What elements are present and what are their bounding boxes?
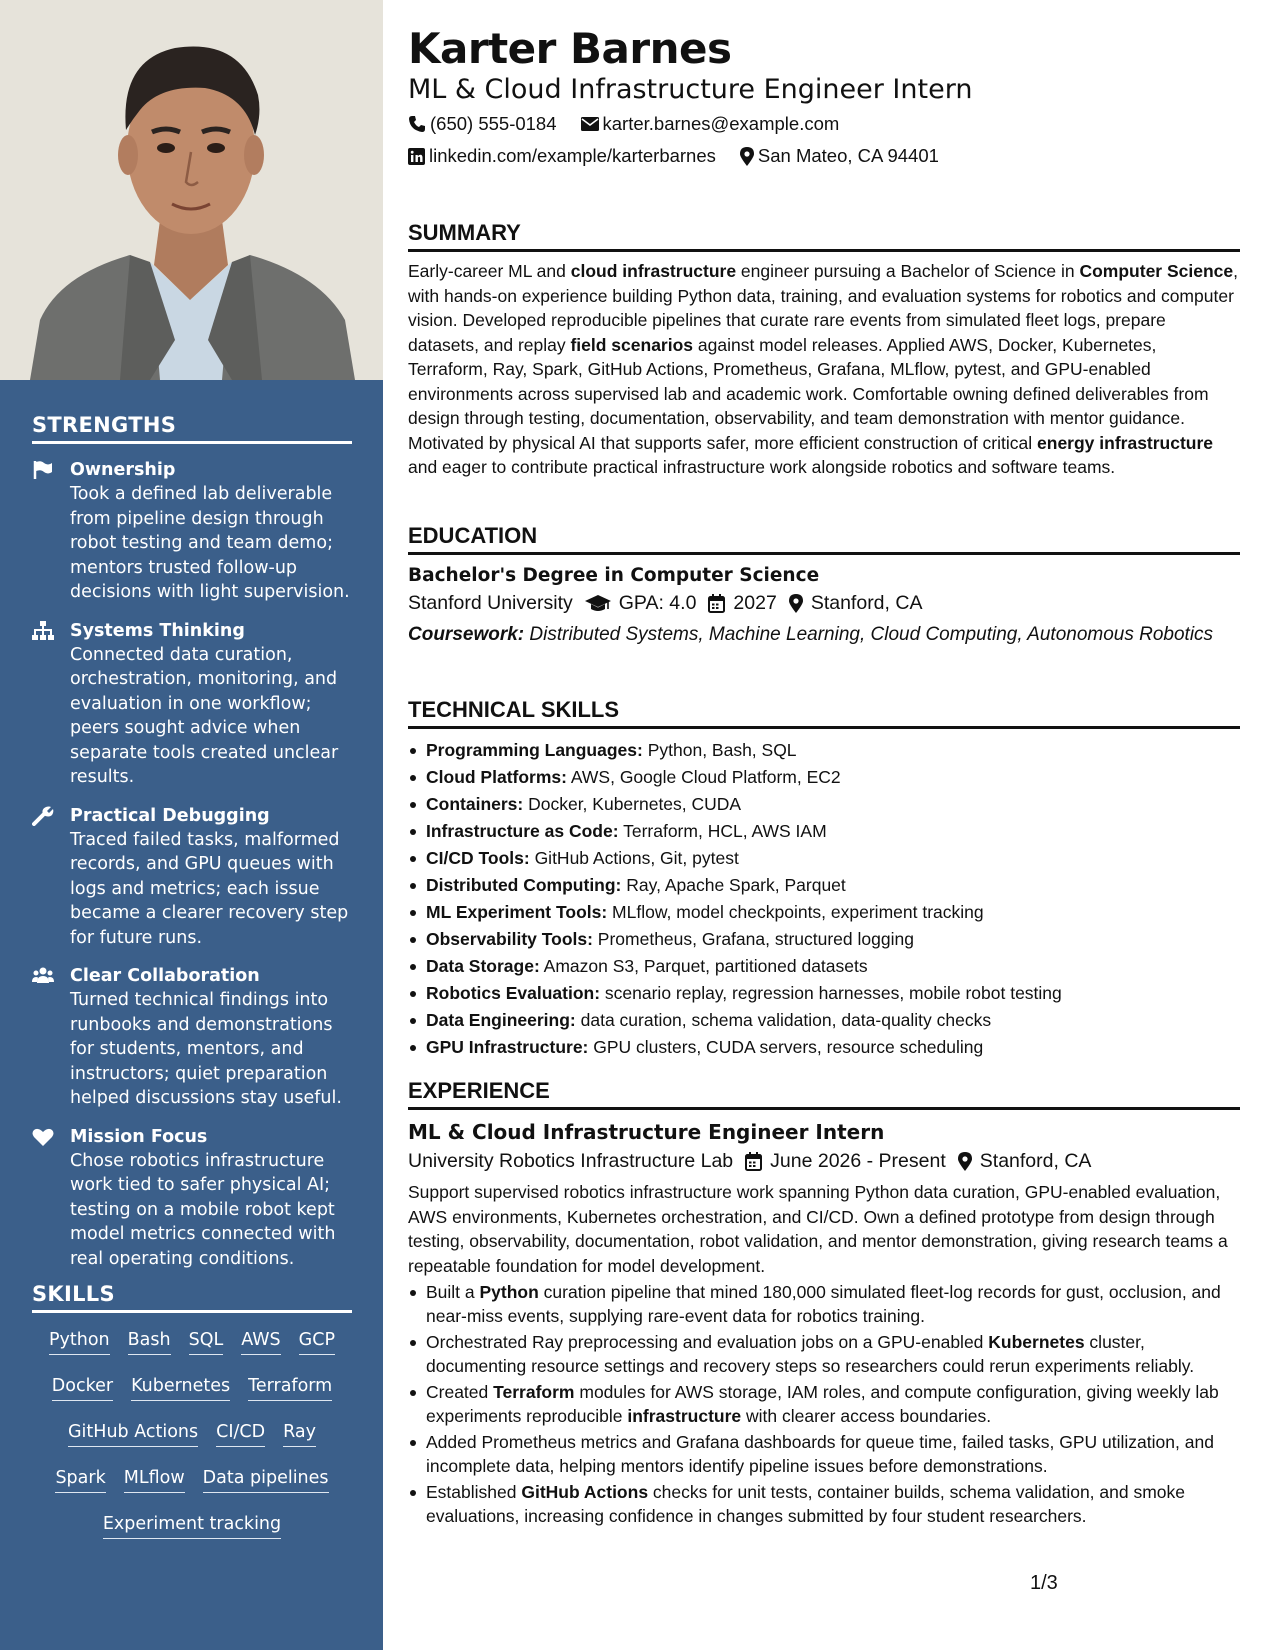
technical-skill-item <box>408 1034 1240 1061</box>
users-icon <box>32 966 54 986</box>
job-dates-text: June 2026 - Present <box>770 1150 946 1172</box>
text-run: engineer pursuing a Bachelor of Science in <box>736 261 1080 281</box>
skill-chip: GCP <box>299 1327 335 1355</box>
skill-category: Cloud Platforms: <box>426 767 567 787</box>
school-name <box>408 592 573 615</box>
contact-email[interactable] <box>581 113 840 135</box>
contact-row-1 <box>408 113 863 135</box>
contact-phone <box>408 113 557 135</box>
text-run: Added Prometheus metrics and Grafana dashboards for queue time, failed tasks, GPU utilization, and incomplete data, helping mentors identify pipeline issues before demonstrations. <box>426 1432 1214 1476</box>
contact-location <box>740 145 939 167</box>
technical-skill-item <box>408 1007 1240 1034</box>
technical-skill-item <box>408 872 1240 899</box>
linkedin-icon <box>408 148 425 165</box>
text-run: , with hands-on experience building Python data, training, and evaluation systems for robotics and computer vision. Developed reproducible pipelines that curate rare events from simulated fleet logs, prepare datasets, and replay <box>408 261 1239 355</box>
skill-chip: Kubernetes <box>131 1373 230 1401</box>
strength-practical-debugging <box>32 804 352 951</box>
skill-values: AWS, Google Cloud Platform, EC2 <box>566 767 841 787</box>
skill-chip: SQL <box>189 1327 224 1355</box>
emphasis-text: Kubernetes <box>988 1332 1085 1352</box>
strength-mission-focus <box>32 1125 352 1272</box>
job-location-text: Stanford, CA <box>979 1150 1092 1172</box>
summary-heading: SUMMARY <box>408 220 1240 252</box>
emphasis-text: energy infrastructure <box>1037 432 1214 453</box>
strength-ownership <box>32 458 352 605</box>
experience-bullet <box>408 1280 1240 1328</box>
skill-chip: AWS <box>241 1327 280 1355</box>
skill-category: Data Storage: <box>426 956 540 976</box>
job-meta <box>408 1150 1240 1173</box>
text-run: cluster, documenting resource settings and recovery steps so researchers could rerun experiments reliably. <box>426 1332 1195 1376</box>
experience-bullet <box>408 1330 1240 1378</box>
text-run: Early-career ML and <box>408 261 571 281</box>
skill-chip: Docker <box>52 1373 113 1401</box>
technical-skill-item <box>408 953 1240 980</box>
contact-linkedin[interactable] <box>408 145 716 167</box>
skills-heading: SKILLS <box>32 1282 352 1313</box>
coursework <box>408 623 1240 647</box>
skill-values: data curation, schema validation, data-quality checks <box>575 1010 992 1030</box>
flag-icon <box>32 460 54 480</box>
skill-chip: Ray <box>283 1419 316 1447</box>
experience-bullet <box>408 1430 1240 1478</box>
strength-text: Turned technical findings into runbooks and demonstrations for students, mentors, and instructors; quiet preparation helped discussions stay useful. <box>70 990 342 1108</box>
technical-skill-item <box>408 926 1240 953</box>
map-pin-icon <box>740 147 754 166</box>
candidate-role: ML & Cloud Infrastructure Engineer Intern <box>408 74 973 105</box>
email-text[interactable]: karter.barnes@example.com <box>602 113 840 134</box>
skill-category: CI/CD Tools: <box>426 848 530 868</box>
technical-skill-item <box>408 899 1240 926</box>
skill-category: ML Experiment Tools: <box>426 902 608 922</box>
job-title: ML & Cloud Infrastructure Engineer Intern <box>408 1120 885 1144</box>
phone-text: (650) 555-0184 <box>430 113 557 134</box>
wrench-icon <box>32 806 54 826</box>
sidebar <box>0 0 383 1650</box>
skill-chip: Experiment tracking <box>103 1511 281 1539</box>
education-heading: EDUCATION <box>408 523 1240 555</box>
skill-chip: CI/CD <box>216 1419 265 1447</box>
sitemap-icon <box>32 621 54 641</box>
skill-values: Docker, Kubernetes, CUDA <box>523 794 742 814</box>
year-item <box>708 592 776 615</box>
strength-systems-thinking <box>32 619 352 790</box>
experience-heading: EXPERIENCE <box>408 1078 1240 1110</box>
calendar-icon <box>745 1152 762 1171</box>
technical-skill-item <box>408 764 1240 791</box>
gpa-text: GPA: 4.0 <box>618 592 697 614</box>
emphasis-text: GitHub Actions <box>521 1482 649 1502</box>
skill-category: Containers: <box>426 794 524 814</box>
emphasis-text: infrastructure <box>627 1406 742 1426</box>
skill-values: MLflow, model checkpoints, experiment tracking <box>607 902 984 922</box>
summary-section <box>408 220 1240 480</box>
skill-chip: Python <box>49 1327 110 1355</box>
skill-values: Prometheus, Grafana, structured logging <box>592 929 914 949</box>
map-pin-icon <box>789 594 803 613</box>
experience-bullets <box>408 1280 1240 1528</box>
experience-section <box>408 1078 1240 1528</box>
skill-values: GitHub Actions, Git, pytest <box>529 848 739 868</box>
skill-chip: GitHub Actions <box>68 1419 198 1447</box>
skill-category: Data Engineering: <box>426 1010 576 1030</box>
skill-chip: Bash <box>128 1327 171 1355</box>
skill-chip: MLflow <box>124 1465 185 1493</box>
technical-skill-item <box>408 845 1240 872</box>
linkedin-text[interactable]: linkedin.com/example/karterbarnes <box>429 145 716 166</box>
text-run: Orchestrated Ray preprocessing and evaluation jobs on a GPU-enabled <box>426 1332 989 1352</box>
skill-category: Infrastructure as Code: <box>426 821 619 841</box>
skill-values: Ray, Apache Spark, Parquet <box>621 875 846 895</box>
job-org-text: University Robotics Infrastructure Lab <box>408 1150 734 1172</box>
skill-chip: Spark <box>55 1465 105 1493</box>
strength-title: Mission Focus <box>70 1126 208 1147</box>
job-description: Support supervised robotics infrastructure work spanning Python data curation, GPU-enabled evaluation, AWS environments, Kubernetes orchestration, and CI/CD. Own a defined prototype from design through testing, observability, documentation, robot validation, and mentor demonstration, giving research teams a repeatable foundation for model development. <box>408 1182 1228 1276</box>
strengths-heading: STRENGTHS <box>32 413 352 444</box>
text-run: Created <box>426 1382 494 1402</box>
skills-section <box>32 1282 352 1539</box>
text-run: against model releases. Applied AWS, Docker, Kubernetes, Terraform, Ray, Spark, GitHub Actions, Prometheus, Grafana, MLflow, pytest, and GPU-enabled environments across supervised lab and academic work. Comfortable owning defined deliverables from design through testing, documentation, observability, and team demonstration with mentor guidance. Motivated by physical AI that supports safer, more efficient construction of critical <box>408 334 1209 453</box>
technical-skill-item <box>408 818 1240 845</box>
strengths-section <box>32 413 352 1271</box>
school-text: Stanford University <box>408 592 573 614</box>
education-meta <box>408 592 1240 615</box>
strength-title: Practical Debugging <box>70 805 270 826</box>
emphasis-text: Terraform <box>493 1382 575 1402</box>
job-org <box>408 1150 733 1173</box>
technical-skill-item <box>408 737 1240 764</box>
skill-chip: Terraform <box>248 1373 332 1401</box>
strength-title: Clear Collaboration <box>70 966 260 986</box>
heart-icon <box>32 1127 54 1147</box>
skill-values: Python, Bash, SQL <box>642 740 797 760</box>
skill-category: Distributed Computing: <box>426 875 622 895</box>
coursework-text: Distributed Systems, Machine Learning, Cloud Computing, Autonomous Robotics <box>524 624 1214 645</box>
emphasis-text: Computer Science <box>1079 261 1234 281</box>
phone-icon <box>408 115 426 133</box>
technical-skill-item <box>408 791 1240 818</box>
experience-bullet <box>408 1480 1240 1528</box>
text-run: and eager to contribute practical infrastructure work alongside robotics and software teams. <box>408 457 1116 477</box>
skill-values: Amazon S3, Parquet, partitioned datasets <box>539 956 868 976</box>
candidate-name: Karter Barnes <box>408 24 732 73</box>
job-dates <box>745 1150 946 1173</box>
edu-location-item <box>789 592 923 615</box>
skill-chip: Data pipelines <box>203 1465 329 1493</box>
technical-skills-section <box>408 697 1240 1061</box>
education-section <box>408 523 1240 647</box>
text-run: modules for AWS storage, IAM roles, and compute configuration, giving weekly lab experiments reproducible <box>426 1382 1219 1426</box>
emphasis-text: field scenarios <box>570 334 694 355</box>
skill-category: Programming Languages: <box>426 740 643 760</box>
skill-values: GPU clusters, CUDA servers, resource scheduling <box>588 1037 984 1057</box>
strength-text: Took a defined lab deliverable from pipeline design through robot testing and team demo; mentors trusted follow-up decisions with light supervision. <box>70 484 350 602</box>
graduation-cap-icon <box>585 595 611 613</box>
strength-title: Ownership <box>70 460 176 480</box>
strength-text: Chose robotics infrastructure work tied to safer physical AI; testing on a mobile robot kept model metrics connected with real operating conditions. <box>70 1150 336 1269</box>
text-run: curation pipeline that mined 180,000 simulated fleet-log records for gust, occlusion, and near-miss events, supplying rare-event data for robotics training. <box>426 1282 1221 1326</box>
skill-values: scenario replay, regression harnesses, mobile robot testing <box>600 983 1062 1003</box>
emphasis-text: Python <box>479 1282 539 1302</box>
gpa-item <box>585 592 697 615</box>
skill-category: GPU Infrastructure: <box>426 1037 589 1057</box>
strength-clear-collaboration <box>32 964 352 1111</box>
technical-skills-list <box>408 737 1240 1061</box>
text-run: with clearer access boundaries. <box>741 1406 992 1426</box>
strength-title: Systems Thinking <box>70 620 245 641</box>
coursework-label: Coursework: <box>408 624 525 645</box>
map-pin-icon <box>958 1152 972 1171</box>
summary-text <box>408 259 1240 480</box>
strength-text: Traced failed tasks, malformed records, and GPU queues with logs and metrics; each issue became a clearer recovery step for future runs. <box>70 829 349 948</box>
profile-photo <box>0 0 383 380</box>
skill-category: Observability Tools: <box>426 929 593 949</box>
skill-category: Robotics Evaluation: <box>426 983 601 1003</box>
technical-skills-heading: TECHNICAL SKILLS <box>408 697 1240 729</box>
year-text: 2027 <box>733 592 777 614</box>
text-run: Established <box>426 1482 522 1502</box>
degree-title: Bachelor's Degree in Computer Science <box>408 565 820 586</box>
skill-values: Terraform, HCL, AWS IAM <box>618 821 827 841</box>
strength-text: Connected data curation, orchestration, monitoring, and evaluation in one workflow; peers sought advice when separate tools created unclear results. <box>70 644 339 787</box>
page-number: 1/3 <box>1030 1572 1058 1594</box>
edu-location-text: Stanford, CA <box>810 592 923 614</box>
text-run: Built a <box>426 1282 480 1302</box>
calendar-icon <box>708 594 725 613</box>
envelope-icon <box>581 117 599 131</box>
technical-skill-item <box>408 980 1240 1007</box>
skill-chips <box>32 1327 352 1539</box>
emphasis-text: cloud infrastructure <box>570 261 737 281</box>
text-run: checks for unit tests, container builds, schema validation, and smoke evaluations, increasing confidence in changes submitted by four student researchers. <box>426 1482 1185 1526</box>
contact-row-2 <box>408 145 963 167</box>
experience-bullet <box>408 1380 1240 1428</box>
job-location <box>958 1150 1092 1173</box>
location-text: San Mateo, CA 94401 <box>757 145 939 166</box>
